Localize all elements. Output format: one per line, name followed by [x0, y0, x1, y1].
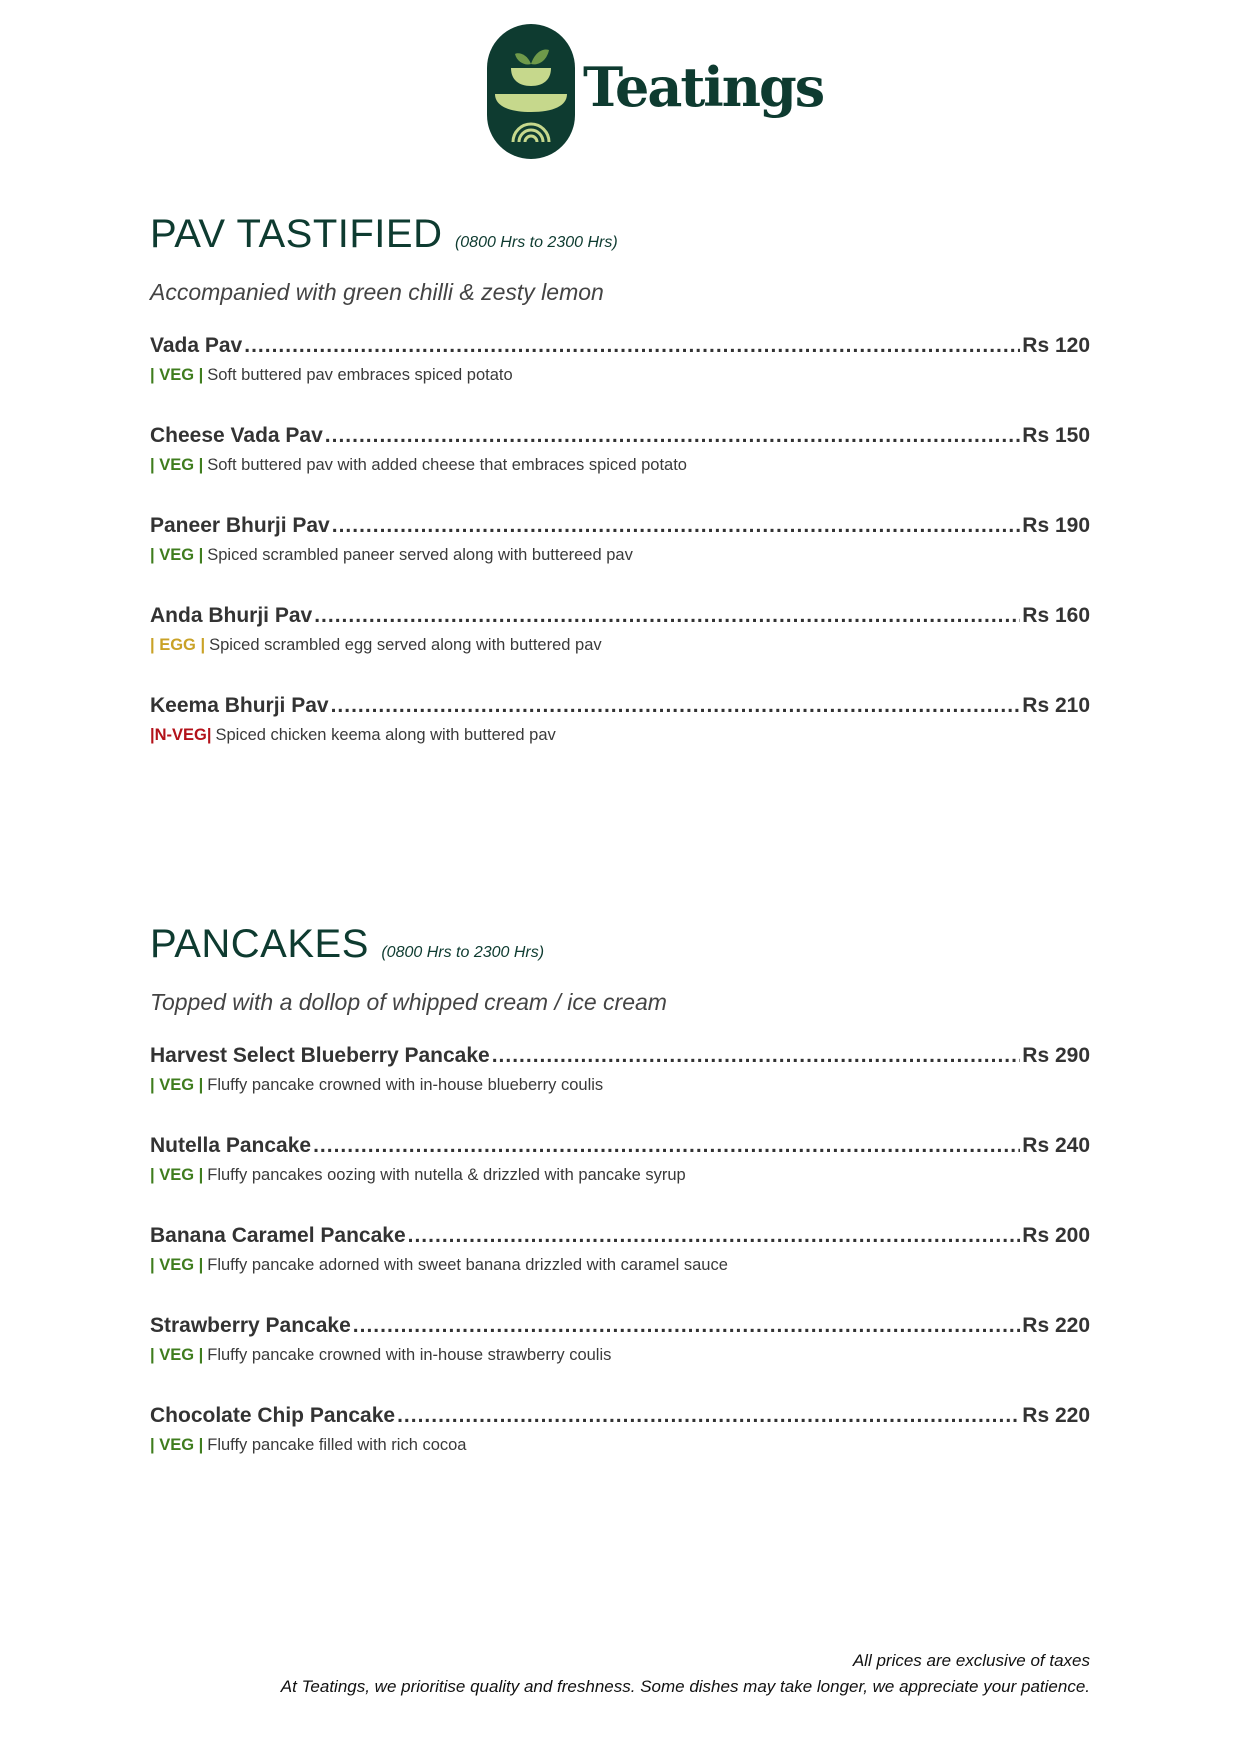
item-name: Strawberry Pancake [150, 1314, 351, 1337]
item-description: Fluffy pancake filled with rich cocoa [207, 1436, 467, 1454]
leader-dots [397, 1404, 1020, 1428]
item-description: Fluffy pancake adorned with sweet banana drizzled with caramel sauce [207, 1256, 728, 1274]
item-price: Rs 150 [1022, 424, 1090, 447]
menu-item [150, 1044, 1090, 1134]
bowl-logo-icon [487, 24, 577, 159]
leader-dots [331, 694, 1021, 718]
item-name: Paneer Bhurji Pav [150, 514, 330, 537]
item-price: Rs 160 [1022, 604, 1090, 627]
item-price: Rs 200 [1022, 1224, 1090, 1247]
leader-dots [492, 1044, 1021, 1068]
section-title: PAV TASTIFIED [150, 212, 443, 256]
section-pav-tastified [150, 212, 1090, 784]
item-price: Rs 210 [1022, 694, 1090, 717]
item-price: Rs 190 [1022, 514, 1090, 537]
diet-tag: | VEG | [150, 456, 204, 474]
leader-dots [325, 424, 1021, 448]
item-price: Rs 290 [1022, 1044, 1090, 1067]
item-description: Soft buttered pav with added cheese that embraces spiced potato [207, 456, 687, 474]
item-name: Harvest Select Blueberry Pancake [150, 1044, 490, 1067]
section-subtitle: Topped with a dollop of whipped cream / ice cream [150, 989, 667, 1015]
item-description: Fluffy pancake crowned with in-house strawberry coulis [207, 1346, 612, 1364]
footer-note [281, 1648, 1090, 1700]
diet-tag: | VEG | [150, 1166, 204, 1184]
item-name: Nutella Pancake [150, 1134, 312, 1157]
menu-item [150, 1224, 1090, 1314]
section-heading [150, 922, 1090, 967]
leader-dots [313, 1134, 1020, 1158]
item-name: Cheese Vada Pav [150, 424, 323, 447]
section-subtitle: Accompanied with green chilli & zesty lemon [150, 279, 604, 305]
leader-dots [353, 1314, 1020, 1338]
menu-item [150, 334, 1090, 424]
diet-tag: | VEG | [150, 1256, 204, 1274]
section-hours: (0800 Hrs to 2300 Hrs) [454, 234, 618, 251]
section-pancakes [150, 922, 1090, 1494]
diet-tag: |N-VEG| [150, 726, 212, 744]
leader-dots [332, 514, 1021, 538]
diet-tag: | EGG | [150, 636, 206, 654]
leader-dots [408, 1224, 1021, 1248]
item-price: Rs 220 [1022, 1314, 1090, 1337]
footer-quality-note: At Teatings, we prioritise quality and freshness. Some dishes may take longer, we appreciate your patience. [280, 1677, 1090, 1696]
section-heading [150, 212, 1090, 257]
diet-tag: | VEG | [150, 1346, 204, 1364]
item-name: Keema Bhurji Pav [150, 694, 329, 717]
item-description: Spiced scrambled egg served along with buttered pav [209, 636, 602, 654]
menu-item [150, 1134, 1090, 1224]
section-hours: (0800 Hrs to 2300 Hrs) [381, 944, 545, 961]
diet-tag: | VEG | [150, 546, 204, 564]
item-name: Chocolate Chip Pancake [150, 1404, 396, 1427]
item-price: Rs 240 [1022, 1134, 1090, 1157]
menu-item [150, 604, 1090, 694]
menu-item [150, 424, 1090, 514]
item-price: Rs 120 [1022, 334, 1090, 357]
footer-taxes-note: All prices are exclusive of taxes [852, 1651, 1090, 1670]
item-description: Spiced chicken keema along with buttered pav [215, 726, 556, 744]
leader-dots [314, 604, 1020, 628]
item-description: Soft buttered pav embraces spiced potato [207, 366, 513, 384]
item-name: Banana Caramel Pancake [150, 1224, 406, 1247]
menu-list [150, 1044, 1090, 1494]
menu-item [150, 514, 1090, 604]
menu-item [150, 1404, 1090, 1494]
item-name: Vada Pav [150, 334, 243, 357]
menu-list [150, 334, 1090, 784]
brand-name: Teatings [583, 55, 824, 119]
section-title: PANCAKES [150, 922, 369, 966]
item-description: Spiced scrambled paneer served along with buttereed pav [207, 546, 633, 564]
diet-tag: | VEG | [150, 1076, 204, 1094]
item-price: Rs 220 [1022, 1404, 1090, 1427]
item-name: Anda Bhurji Pav [150, 604, 313, 627]
diet-tag: | VEG | [150, 366, 204, 384]
diet-tag: | VEG | [150, 1436, 204, 1454]
item-description: Fluffy pancakes oozing with nutella & drizzled with pancake syrup [207, 1166, 686, 1184]
leader-dots [244, 334, 1020, 358]
item-description: Fluffy pancake crowned with in-house blueberry coulis [207, 1076, 604, 1094]
menu-item [150, 1314, 1090, 1404]
menu-item [150, 694, 1090, 784]
